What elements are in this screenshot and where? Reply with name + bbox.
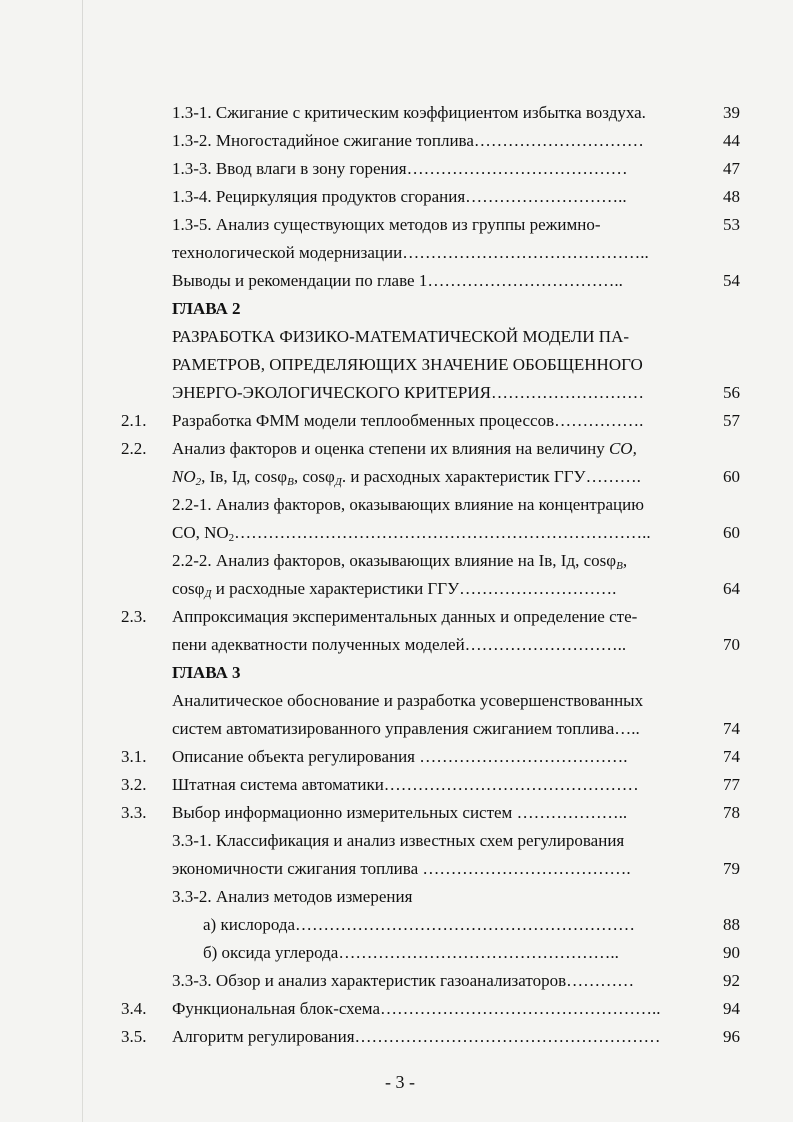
toc-entry-page: 60 — [723, 523, 740, 542]
subscript: 2 — [195, 476, 202, 488]
toc-entry-title: Описание объекта регулирования ………………………………. — [172, 747, 628, 766]
toc-entry — [0, 127, 793, 155]
formula-no2 — [172, 467, 201, 486]
toc-entry-page: 60 — [723, 467, 740, 486]
toc-entry — [0, 883, 793, 911]
section-number: 3.4. — [121, 999, 147, 1018]
toc-text: . и расходных характеристик ГГУ………. — [341, 467, 641, 486]
toc-entry-page: 54 — [723, 271, 740, 290]
chapter-label: ГЛАВА 2 — [172, 299, 241, 318]
toc-entry-continuation — [0, 575, 793, 603]
formula-text: NO — [172, 467, 196, 486]
section-number: 2.2. — [121, 439, 147, 458]
toc-entry-title: б) оксида углерода………………………………………….. — [203, 943, 619, 962]
toc-entry-page: 47 — [723, 159, 740, 178]
toc-entry — [0, 547, 793, 575]
subscript: Д — [334, 476, 342, 488]
chapter-title: систем автоматизированного управления сжиганием топлива….. — [172, 719, 640, 738]
section-number: 3.5. — [121, 1027, 147, 1046]
toc-entry-title: 3.3-3. Обзор и анализ характеристик газоанализаторов………… — [172, 971, 635, 990]
toc-entry-title: Алгоритм регулирования……………………………………………… — [172, 1027, 661, 1046]
toc-entry-page: 70 — [723, 635, 740, 654]
toc-text: и расходные характеристики ГГУ………………………. — [211, 579, 617, 598]
toc-entry-page: 74 — [723, 747, 740, 766]
toc-entry-title — [172, 519, 651, 547]
toc-entry — [0, 827, 793, 855]
toc-entry-page: 56 — [723, 383, 740, 402]
toc-entry — [0, 435, 793, 463]
toc-entry-page: 53 — [723, 215, 740, 234]
section-number: 3.2. — [121, 775, 147, 794]
formula-text: , cosφ — [293, 467, 335, 486]
toc-entry-page: 79 — [723, 859, 740, 878]
toc-entry-continuation — [0, 463, 793, 491]
toc-entry — [0, 407, 793, 435]
toc-text: 2.2-2. Анализ факторов, оказывающих влияние на Iв, Iд, cosφ — [172, 551, 617, 570]
toc-entry-title: Выбор информационно измерительных систем ……………….. — [172, 803, 628, 822]
toc-entry-title: пени адекватности полученных моделей……………………….. — [172, 635, 627, 654]
formula-text: , Iв, Iд, cosφ — [201, 467, 288, 486]
toc-entry-page: 48 — [723, 187, 740, 206]
toc-entry-title: 1.3-2. Многостадийное сжигание топлива………………………… — [172, 131, 644, 150]
chapter-title: Аналитическое обоснование и разработка усовершенствованных — [172, 691, 644, 710]
toc-entry — [0, 267, 793, 295]
toc-entry-title — [172, 575, 616, 603]
toc-text: , — [622, 551, 628, 570]
toc-entry-page: 64 — [723, 579, 740, 598]
chapter-title: РАЗРАБОТКА ФИЗИКО-МАТЕМАТИЧЕСКОЙ МОДЕЛИ ПА- — [172, 327, 630, 346]
toc-subentry — [0, 911, 793, 939]
chapter-heading — [0, 659, 793, 687]
toc-entry — [0, 771, 793, 799]
toc-entry-page: 74 — [723, 719, 740, 738]
toc-leader: ……………………………………………………………….. — [234, 523, 651, 542]
toc-entry-title: 3.3-1. Классификация и анализ известных схем регулирования — [172, 831, 625, 850]
toc-entry — [0, 491, 793, 519]
formula-text: cosφ — [172, 579, 205, 598]
toc-entry — [0, 967, 793, 995]
toc-entry-title — [172, 547, 627, 575]
subscript: 2 — [228, 532, 235, 544]
toc-entry-title: 1.3-4. Рециркуляция продуктов сгорания……………………….. — [172, 187, 627, 206]
chapter-title-line — [0, 715, 793, 743]
chapter-title: РАМЕТРОВ, ОПРЕДЕЛЯЮЩИХ ЗНАЧЕНИЕ ОБОБЩЕННОГО — [172, 355, 643, 374]
section-number: 2.1. — [121, 411, 147, 430]
toc-entry — [0, 155, 793, 183]
toc-entry-title: 2.2-1. Анализ факторов, оказывающих влияние на концентрацию — [172, 495, 644, 514]
formula-co: CO, — [608, 439, 637, 458]
toc-entry-page: 90 — [723, 943, 740, 962]
chapter-title-line — [0, 323, 793, 351]
toc-entry-continuation — [0, 855, 793, 883]
section-number: 3.1. — [121, 747, 147, 766]
toc-entry — [0, 183, 793, 211]
toc-entry — [0, 799, 793, 827]
subscript: В — [287, 476, 294, 488]
toc-entry-title: Аппроксимация экспериментальных данных и определение сте- — [172, 607, 638, 626]
toc-entry-page: 77 — [723, 775, 740, 794]
section-number: 2.3. — [121, 607, 147, 626]
toc-entry-title — [172, 435, 637, 463]
toc-entry-title: а) кислорода…………………………………………………… — [203, 915, 636, 934]
chapter-title: ЭНЕРГО-ЭКОЛОГИЧЕСКОГО КРИТЕРИЯ……………………… — [172, 383, 644, 402]
toc-entry — [0, 211, 793, 239]
toc-entry-page: 92 — [723, 971, 740, 990]
toc-entry-page: 94 — [723, 999, 740, 1018]
toc-entry-title — [172, 463, 641, 491]
chapter-title-line — [0, 351, 793, 379]
toc-entry-title: Функциональная блок-схема………………………………………….. — [172, 999, 661, 1018]
toc-entry-title: 1.3-1. Сжигание с критическим коэффициентом избытка воздуха. — [172, 103, 646, 122]
toc-entry-continuation — [0, 631, 793, 659]
chapter-heading — [0, 295, 793, 323]
chapter-label: ГЛАВА 3 — [172, 663, 241, 682]
toc-entry-continuation — [0, 519, 793, 547]
toc-entry-page: 88 — [723, 915, 740, 934]
toc-entry-title: Разработка ФММ модели теплообменных процессов……………. — [172, 411, 644, 430]
page-number: - 3 - — [385, 1072, 415, 1092]
section-number: 3.3. — [121, 803, 147, 822]
chapter-title-line — [0, 687, 793, 715]
subscript: Д — [204, 588, 212, 600]
toc-entry-continuation — [0, 239, 793, 267]
toc-entry-title: 3.3-2. Анализ методов измерения — [172, 887, 413, 906]
toc-entry-page: 39 — [723, 103, 740, 122]
formula-text: CO, NO — [172, 523, 229, 542]
chapter-title-line — [0, 379, 793, 407]
toc-entry — [0, 99, 793, 127]
toc-entry-title: технологической модернизации…………………………………….. — [172, 243, 649, 262]
toc-entry-page: 78 — [723, 803, 740, 822]
toc-entry-title: 1.3-5. Анализ существующих методов из группы режимно- — [172, 215, 601, 234]
toc-entry-title: Выводы и рекомендации по главе 1…………………………….. — [172, 271, 623, 290]
toc-entry — [0, 743, 793, 771]
toc-entry-title: 1.3-3. Ввод влаги в зону горения………………………………… — [172, 159, 628, 178]
subscript: В — [616, 560, 623, 572]
toc-entry-page: 96 — [723, 1027, 740, 1046]
toc-entry-title: Штатная система автоматики……………………………………… — [172, 775, 639, 794]
toc-entry-page: 44 — [723, 131, 740, 150]
toc-subentry — [0, 939, 793, 967]
toc-entry — [0, 1023, 793, 1051]
toc-entry-page: 57 — [723, 411, 740, 430]
toc-entry — [0, 603, 793, 631]
toc-entry — [0, 995, 793, 1023]
toc-entry-title: экономичности сжигания топлива ………………………………. — [172, 859, 631, 878]
toc-text: Анализ факторов и оценка степени их влияния на величину — [172, 439, 605, 458]
